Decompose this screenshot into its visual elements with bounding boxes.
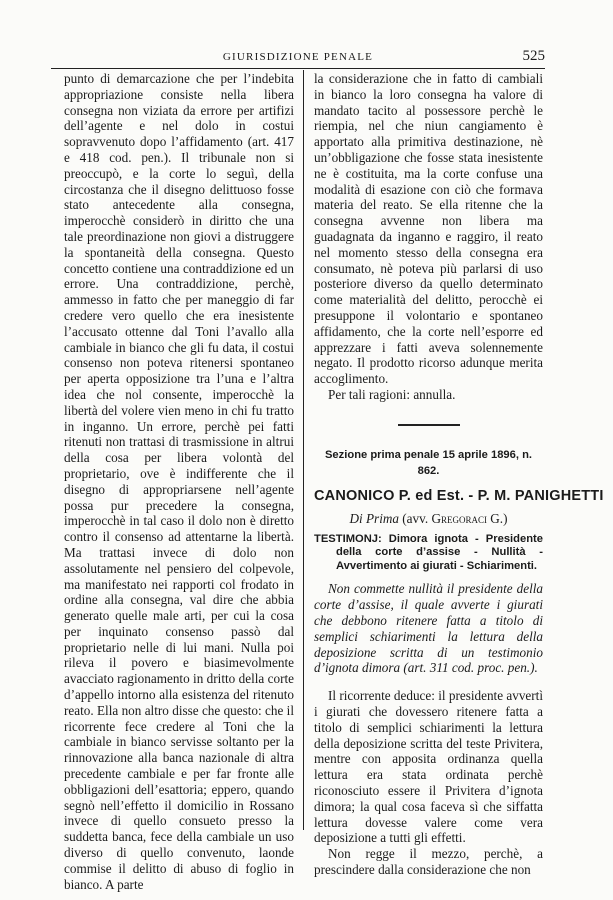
judgment-conclusion-paragraph: la considerazione che in fatto di cambiali in bianco la loro consegna ha valore di mandato tacito al possessore perchè le riempia, nel che niun cangiamento è apportato alla primitiva destinazione, nè un’obbligazione che fosse stata inesistente ne è costituita, ma la corte confuse una modalità di esazione con ciò che formava materia del reato. Se ella ritenne che la consegna avvenne non libera ma guadagnata da inganno e raggiro, il reato nel momento stesso della consegna era consumato, nè poteva più parlarsi di uso posteriore diverso da quello determinato come materialità del delitto, perocchè ei presuppone il volontario e spontaneo affidamento, che la corte nell’esporre ed apprezzare i fatti aveva solennemente negato. Il prodotto ricorso adunque merita accoglimento. — [314, 71, 543, 387]
legal-maxim: Non commette nullità il presidente della corte d’assise, il quale avverte i giurati che debbono ritenere fatta a titolo di semplici schiarimenti la lettura della deposizione scritta di un testimonio d’ignota dimora (art. 311 cod. proc. pen.). — [314, 581, 543, 676]
court-reasoning-paragraph: Non regge il mezzo, perchè, a prescindere dalla considerazione che non — [314, 846, 543, 877]
ruling-paragraph: Per tali ragioni: annulla. — [328, 386, 456, 402]
counsel-note — [402, 511, 507, 526]
presiding-judge: Di Prima — [349, 511, 399, 527]
page-number: 525 — [522, 48, 545, 64]
left-column-text: punto di demarcazione che per l’indebita appropriazione consiste nella libera consegna non viziata da errore per artifizi dell’agente e nel dolo in costui sopravvenuto dopo l’affidamento (art. 417 e 418 cod. pen.). Il tribunale non si preoccupò, e la corte lo seguì, della circostanza che il disegno delittuoso fosse stato antecedente alla consegna, imperocchè considerò in diritto che una tale preordinazione non giovi a distruggere la spontaneità della consegna. Questo concetto contiene una contraddizione ed un errore. Una contraddizione, perchè, ammesso in fatto che per maneggio di far credere vero quello che era inesistente l’accusato ottenne dal Toni l’avallo alla cambiale in bianco che gli fu data, il costui consenso non poteva ritenersi spontaneo per aperta opposizione tra l’una e l’altra idea che nol consente, imperocchè la libertà del volere vien meno in chi fu tratto in inganno. Un errore, perchè pei fatti ritenuti non trattasi di trasmissione in altrui della cosa per libera volontà del proprietario, ove è indifferente che il disegno di appropriarsene nell’agente possa pur precedere la consegna, imperocchè in tal caso il dolo non è diretto contro il consenso ad attentarne la libertà. Ma trattasi invece di dolo non assolutamente nel pensiero del colpevole, ma manifestato nei rapporti col frodato in ordine alla consegna, val dire che abbia generato quelle male arti, per cui la cosa per inquinato consenso passò dal proprietario nelle di lui mani. Nulla poi rileva il povero e biasimevolmente avacciato ragionamento in dritto della corte d’appello intorno alla esistenza del ritenuto reato. Ella non altro disse che questo: che il ricorrente fece credere al Toni che la cambiale in bianco servisse soltanto per la rinnovazione alla banca nazionale di altra precedente cambiale e per far fronte alle obbligazioni dell’esattoria; eppero, quando segnò nell’effetto il domicilio in Rossano invece di quello consueto presso la suddetta banca, fece della cambiale un uso diverso di quello convenuto, laonde commise il delitto di abuso di foglio in bianco. A parte — [64, 71, 294, 892]
header-rule — [51, 68, 545, 69]
running-head: GIURISDIZIONE PENALE — [222, 51, 374, 63]
appellant-argument-paragraph: Il ricorrente deduce: il presidente avvertì i giurati che dovessero ritenere fatta a titolo di semplici schiarimenti la lettura della deposizione scritta del teste Privitera, mentre con apposita ordinanza quella lettura era stata ordinata perchè riconosciuto essere il Privitera d’ignota dimora; la qual cosa faceva sì che siffatta lettura dovesse valere come vera deposizione a tutti gli effetti. — [314, 688, 543, 846]
page-header — [51, 45, 545, 67]
case-summary-heading: TESTIMONJ: Dimora ignota - Presidente della corte d’assise - Nullità - Avvertimento ai giurati - Schiarimenti. — [314, 532, 543, 572]
presided-by-line — [314, 511, 543, 527]
counsel-suffix: G.) — [486, 511, 508, 527]
counsel-prefix: (avv. — [402, 511, 432, 527]
session-line: Sezione prima penale 15 aprile 1896, n. 862. — [324, 448, 533, 477]
column-divider — [303, 70, 304, 830]
parties-line: CANONICO P. ed Est. - P. M. PANIGHETTI — [314, 488, 604, 505]
section-separator — [398, 424, 460, 426]
left-column — [64, 71, 294, 892]
right-column — [314, 71, 604, 878]
counsel-name: Gregoraci — [431, 511, 487, 527]
